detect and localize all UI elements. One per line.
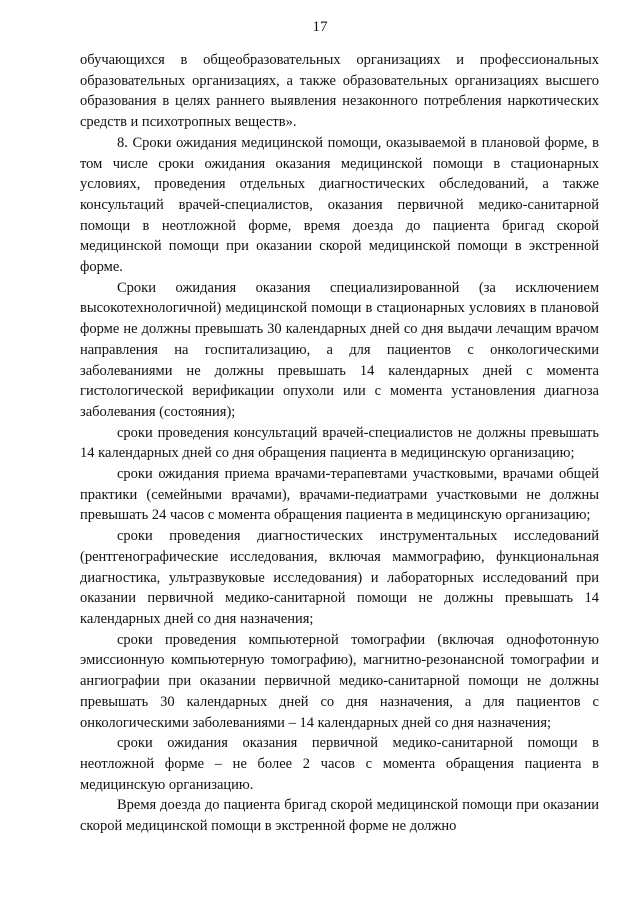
paragraph-specialized-care: Сроки ожидания оказания специализированной (за исключением высокотехнологичной) медицинской помощи в стационарных условиях в плановой форме не должны превышать 30 календарных дней со дня выдачи лечащим врачом направления на госпитализацию, а для пациентов с онкологическими заболеваниями не должны превышать 14 календарных дней с момента гистологической верификации опухоли или с момента установления диагноза заболевания (состояния); [80,279,599,420]
paragraph-specialist-consultations: сроки проведения консультаций врачей-специалистов не должны превышать 14 календарных дней со дня обращения пациента в медицинскую организацию; [80,424,599,462]
paragraph-item-8: 8. Сроки ожидания медицинской помощи, оказываемой в плановой форме, в том числе сроки ожидания оказания медицинской помощи в стационарных условиях, проведения отдельных диагностических обследований, а также консультаций врачей-специалистов, оказания первичной медико-санитарной помощи в неотложной форме, время доезда до пациента бригад скорой медицинской помощи при оказании скорой медицинской помощи в экстренной форме. [80,134,599,276]
paragraph-ambulance-time: Время доезда до пациента бригад скорой медицинской помощи при оказании скорой медицинской помощи в экстренной форме не должно [80,797,599,835]
paragraph-diagnostic-studies: сроки проведения диагностических инструментальных исследований (рентгенографические исследования, включая маммографию, функциональная диагностика, ультразвуковые исследования) и лабораторных исследований при оказании первичной медико-санитарной помощи не должны превышать 14 календарных дней со дня назначения; [80,528,599,627]
page-number: 17 [312,19,328,35]
paragraph-tomography: сроки проведения компьютерной томографии (включая однофотонную эмиссионную компьютерную томографию), магнитно-резонансной томографии и ангиографии при оказании первичной медико-санитарной помощи не должны превышать 30 календарных дней со дня назначения, а для пациентов с онкологическими заболеваниями – 14 календарных дней со дня назначения; [80,631,599,731]
document-body [80,50,599,837]
paragraph-continuation: обучающихся в общеобразовательных организациях и профессиональных образовательных организациях, а также образовательных организациях высшего образования в целях раннего выявления незаконного потребления наркотических средств и психотропных веществ». [80,52,599,131]
paragraph-therapist-reception: сроки ожидания приема врачами-терапевтами участковыми, врачами общей практики (семейными врачами), врачами-педиатрами участковыми не должны превышать 24 часов с момента обращения пациента в медицинскую организацию; [80,466,599,524]
paragraph-urgent-care: сроки ожидания оказания первичной медико-санитарной помощи в неотложной форме – не более 2 часов с момента обращения пациента в медицинскую организацию. [80,735,599,793]
